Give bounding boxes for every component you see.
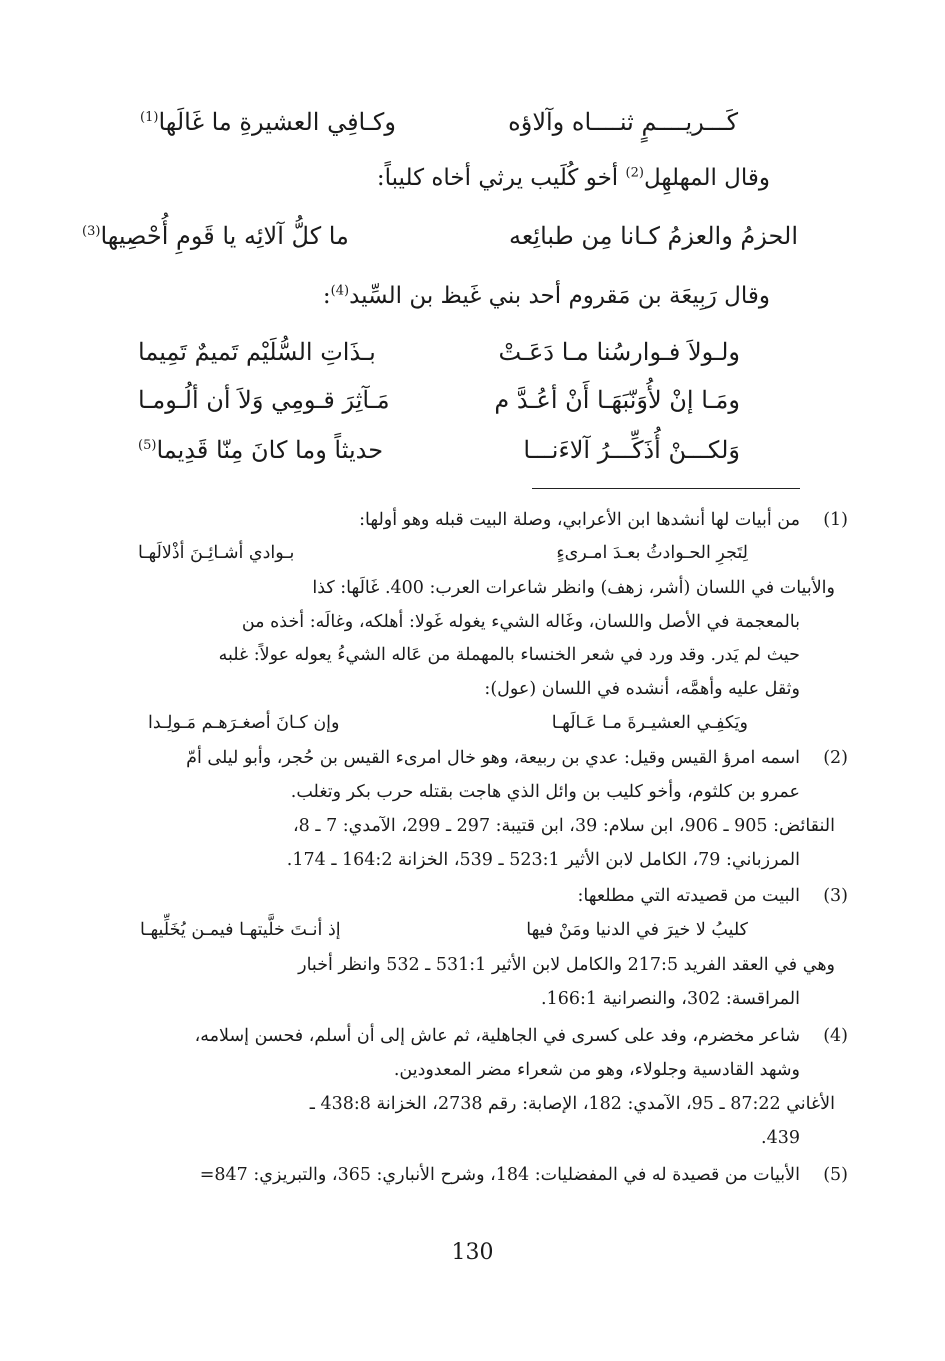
footnote-line: وشهد القادسية وجلولاء، وهو من شعراء مضر المعدودين. — [393, 1060, 800, 1080]
verse-hemistich-first: ومَـا إنْ لأُوَنّبَهَـا أَنْ أعُـدَّ م — [494, 386, 740, 414]
prose-line: وقال رَبِيعَة بن مَقروم أحد بني غَيظ بن السِّيد$^{(4)}$: — [322, 283, 770, 309]
verse-hemistich-second: بـذَاتِ السُّلَيْم تَميمٌ تَمِيما — [138, 338, 376, 366]
footnote-number: (2) — [823, 748, 848, 768]
footnote-marker: (1) — [140, 110, 159, 125]
footnote-verse: ويَكفِـي العشيـرةَ مـا عَـالَهـا وإن كـانَ أصغـرَهـم مَـولِـدا — [148, 713, 748, 733]
verse-line — [140, 108, 738, 136]
verse-line — [138, 386, 740, 414]
verse-hemistich-second: ما كلُّ آلائِه يا قَومِ أُحْصِيها$^{(3)}$ — [82, 222, 349, 250]
footnote-line: والأبيات في اللسان (أشر، زهف) وانظر شاعرات العرب: 400. غَالَها: كذا — [312, 578, 835, 598]
verse-hemistich-first: وَلكـــنْ أُذَكِّـــرُ آلاءَنـــا — [523, 436, 740, 464]
footnote-line: المرزباني: 79، الكامل لابن الأثير 523:1 ـ 539، الخزانة 164:2 ـ 174. — [286, 850, 800, 870]
verse-line — [138, 338, 740, 366]
verse-hemistich-second: مَـآثِرَ قـومِي وَلاَ أن ألُـومـا — [138, 386, 390, 414]
footnote-line: الأغاني 87:22 ـ 95، الآمدي: 182، الإصابة: رقم 2738، الخزانة 438:8 ـ — [309, 1094, 835, 1114]
verse-hemistich-first: الحزمُ والعزمُ كـانا مِن طبائِعه — [508, 222, 798, 250]
footnote-line: الأبيات من قصيدة له في المفضليات: 184، وشرح الأنباري: 365، والتبريزي: 847= — [199, 1165, 800, 1185]
footnote-line: شاعر مخضرم، وفد على كسرى في الجاهلية، ثم عاش إلى أن أسلم، فحسن إسلامه، — [194, 1026, 800, 1046]
footnote-line: بالمعجمة في الأصل واللسان، وغَاله الشيء يغوله غَولا: أهلكه، وغالَه: أخذه من — [241, 612, 800, 632]
footnote-number: (1) — [823, 510, 848, 530]
verse-hemistich-first: كَـــريــــمٍ ثنــــاه وآلاؤه — [508, 108, 738, 136]
verse-line — [138, 436, 740, 464]
footnote-number: (5) — [823, 1165, 848, 1185]
footnote-line: 439. — [761, 1128, 800, 1148]
footnote-line: اسمه امرؤ القيس وقيل: عدي بن ربيعة، وهو خال امرىء القيس بن حُجر، وأبو ليلى أمّ — [186, 748, 800, 768]
footnote-line: النقائض: 905 ـ 906، ابن سلام: 39، ابن قتيبة: 297 ـ 299، الآمدي: 7 ـ 8، — [293, 816, 835, 836]
footnote-marker: (2) — [625, 165, 644, 181]
footnote-line: من أبيات لها أنشدها ابن الأعرابي، وصلة البيت قبله وهو أولها: — [359, 510, 800, 530]
footnote-line: عمرو بن كلثوم، وأخو كليب بن وائل الذي هاجت بقتله حرب بكر وتغلب. — [290, 782, 800, 802]
footnote-verse: لِتَجرِ الحـوادثُ بعـدَ امـرىءٍ بـوادي أشـائِـنَ أذْلالَهـا — [138, 543, 748, 563]
footnote-line: وهي في العقد الفريد 217:5 والكامل لابن الأثير 531:1 ـ 532 وانظر أخبار — [298, 955, 835, 975]
footnote-marker: (4) — [330, 283, 350, 299]
prose-line: وقال المهلهِل$^{(2)}$ أخو كُلَيب يرثي أخاه كليباً: — [376, 165, 770, 191]
verse-hemistich-first: ولـولاَ فـوارسُنا مـا دَعَـتْ — [498, 338, 740, 366]
footnote-marker: (3) — [82, 224, 101, 239]
verse-hemistich-second: حديثاً وما كانَ مِنّا قَدِيما$^{(5)}$ — [138, 436, 384, 464]
footnote-line: وثقل عليه وأهمَّه، أنشده في اللسان (عول): — [484, 679, 800, 699]
footnote-number: (4) — [823, 1026, 848, 1046]
verse-line — [82, 222, 798, 250]
footnote-marker: (5) — [138, 438, 157, 453]
footnote-number: (3) — [823, 886, 848, 906]
page-number: 130 — [451, 1240, 494, 1265]
footnote-line: المراقسة: 302، والنصرانية 166:1. — [540, 989, 800, 1009]
footnote-line: حيث لم يَدر. وقد ورد في شعر الخنساء بالمهملة من عَاله الشيءُ يعوله عولاً: غلبه — [218, 645, 800, 665]
footnote-verse: كليبُ لا خيرَ في الدنيا ومَنْ فيها إذ أنـتَ خلَّيتهـا فيمـن يُخَلِّيهـا — [140, 920, 748, 940]
footnote-line: البيت من قصيدته التي مطلعها: — [577, 886, 800, 906]
verse-hemistich-second: وكـافِي العشيرةِ ما غَالَها$^{(1)}$ — [140, 108, 396, 136]
footnote-divider — [532, 488, 800, 489]
